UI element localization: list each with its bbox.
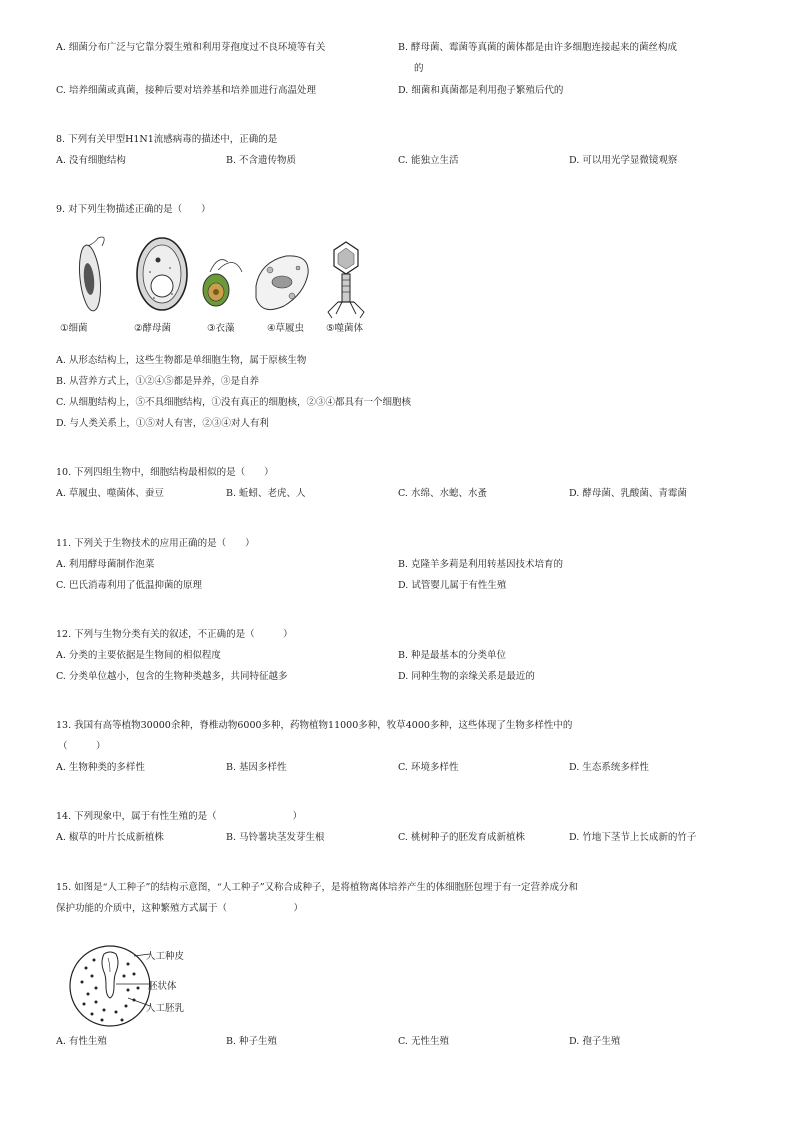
bacteriophage-illustration xyxy=(328,242,364,318)
label-embryoid: 胚状体 xyxy=(148,981,177,992)
q14-option-a: A. 椒草的叶片长成新植株 xyxy=(56,832,164,843)
q14-option-d: D. 竹地下茎节上长成新的竹子 xyxy=(569,832,697,843)
q7-option-c: C. 培养细菌或真菌，接种后要对培养基和培养皿进行高温处理 xyxy=(56,85,316,96)
q8-stem: 8. 下列有关甲型H1N1流感病毒的描述中，正确的是 xyxy=(56,134,278,145)
caption-bacteriophage: ⑤噬菌体 xyxy=(326,323,364,334)
q7-option-a: A. 细菌分布广泛与它靠分裂生殖和利用芽孢度过不良环境等有关 xyxy=(56,42,326,53)
q11-stem: 11. 下列关于生物技术的应用正确的是（ ） xyxy=(56,538,255,549)
q10-option-a: A. 草履虫、噬菌体、蚕豆 xyxy=(56,488,164,499)
caption-paramecium: ④草履虫 xyxy=(267,323,305,334)
q9-option-d: D. 与人类关系上，①⑤对人有害，②③④对人有利 xyxy=(56,418,269,429)
q9-option-c: C. 从细胞结构上，⑤不具细胞结构，①没有真正的细胞核，②③④都具有一个细胞核 xyxy=(56,397,411,408)
q13-stem: 13. 我国有高等植物30000余种，脊椎动物6000多种，药物植物11000多种，牧草4000多种，这些体现了生物多样性中的 xyxy=(56,720,573,731)
q12-option-b: B. 种是最基本的分类单位 xyxy=(398,650,507,661)
q7-option-b: B. 酵母菌、霉菌等真菌的菌体都是由许多细胞连接起来的菌丝构成 xyxy=(398,42,678,53)
chlamydomonas-illustration xyxy=(203,260,242,306)
q11-option-c: C. 巴氏消毒利用了低温抑菌的原理 xyxy=(56,580,202,591)
q12-stem: 12. 下列与生物分类有关的叙述，不正确的是（ ） xyxy=(56,629,293,640)
q15-stem-line2: 保护功能的介质中，这种繁殖方式属于（ ） xyxy=(56,903,304,914)
q10-stem: 10. 下列四组生物中，细胞结构最相似的是（ ） xyxy=(56,467,274,478)
caption-yeast: ②酵母菌 xyxy=(134,323,172,334)
q10-option-d: D. 酵母菌、乳酸菌、青霉菌 xyxy=(569,488,687,499)
q9-option-a: A. 从形态结构上，这些生物都是单细胞生物，属于原核生物 xyxy=(56,355,307,366)
q11-option-a: A. 利用酵母菌制作泡菜 xyxy=(56,559,155,570)
q15-option-b: B. 种子生殖 xyxy=(226,1036,278,1047)
q13-option-a: A. 生物种类的多样性 xyxy=(56,762,145,773)
label-artificial-endosperm: 人工胚乳 xyxy=(146,1003,185,1014)
q13-option-d: D. 生态系统多样性 xyxy=(569,762,649,773)
q15-stem-line1: 15. 如图是“人工种子”的结构示意图，“人工种子”又称合成种子，是将植物离体培养产生的体细胞胚包埋于有一定营养成分和 xyxy=(56,882,579,893)
q8-option-a: A. 没有细胞结构 xyxy=(56,155,126,166)
q15-option-d: D. 孢子生殖 xyxy=(569,1036,621,1047)
q12-option-c: C. 分类单位越小，包含的生物种类越多，共同特征越多 xyxy=(56,671,288,682)
q14-option-b: B. 马铃薯块茎发芽生根 xyxy=(226,832,325,843)
q11-option-d: D. 试管婴儿属于有性生殖 xyxy=(398,580,507,591)
q7-option-b-cont: 的 xyxy=(414,63,424,74)
q14-option-c: C. 桃树种子的胚发育成新植株 xyxy=(398,832,525,843)
bacterium-illustration xyxy=(77,237,105,312)
paramecium-illustration xyxy=(256,256,308,310)
q14-stem: 14. 下列现象中，属于有性生殖的是（ ） xyxy=(56,811,303,822)
q7-option-d: D. 细菌和真菌都是利用孢子繁殖后代的 xyxy=(398,85,564,96)
q8-option-c: C. 能独立生活 xyxy=(398,155,459,166)
q11-option-b: B. 克隆羊多莉是利用转基因技术培育的 xyxy=(398,559,564,570)
q15-option-c: C. 无性生殖 xyxy=(398,1036,449,1047)
q9-stem: 9. 对下列生物描述正确的是（ ） xyxy=(56,204,211,215)
q13-option-c: C. 环境多样性 xyxy=(398,762,459,773)
label-artificial-seed-coat: 人工种皮 xyxy=(146,951,185,962)
q15-option-a: A. 有性生殖 xyxy=(56,1036,107,1047)
artificial-seed-diagram xyxy=(66,940,156,1032)
yeast-illustration xyxy=(137,238,187,310)
q9-organisms-figure xyxy=(58,232,388,322)
q10-option-c: C. 水绵、水螅、水蚤 xyxy=(398,488,487,499)
q12-option-a: A. 分类的主要依据是生物间的相似程度 xyxy=(56,650,221,661)
q12-option-d: D. 同种生物的亲缘关系是最近的 xyxy=(398,671,535,682)
q8-option-d: D. 可以用光学显微镜观察 xyxy=(569,155,678,166)
caption-bacterium: ①细菌 xyxy=(60,323,88,334)
q10-option-b: B. 蚯蚓、老虎、人 xyxy=(226,488,306,499)
q9-option-b: B. 从营养方式上，①②④⑤都是异养，③是自养 xyxy=(56,376,260,387)
caption-chlamydomonas: ③衣藻 xyxy=(207,323,235,334)
q13-answer-paren: （ ） xyxy=(58,741,106,752)
q8-option-b: B. 不含遗传物质 xyxy=(226,155,297,166)
q13-option-b: B. 基因多样性 xyxy=(226,762,287,773)
